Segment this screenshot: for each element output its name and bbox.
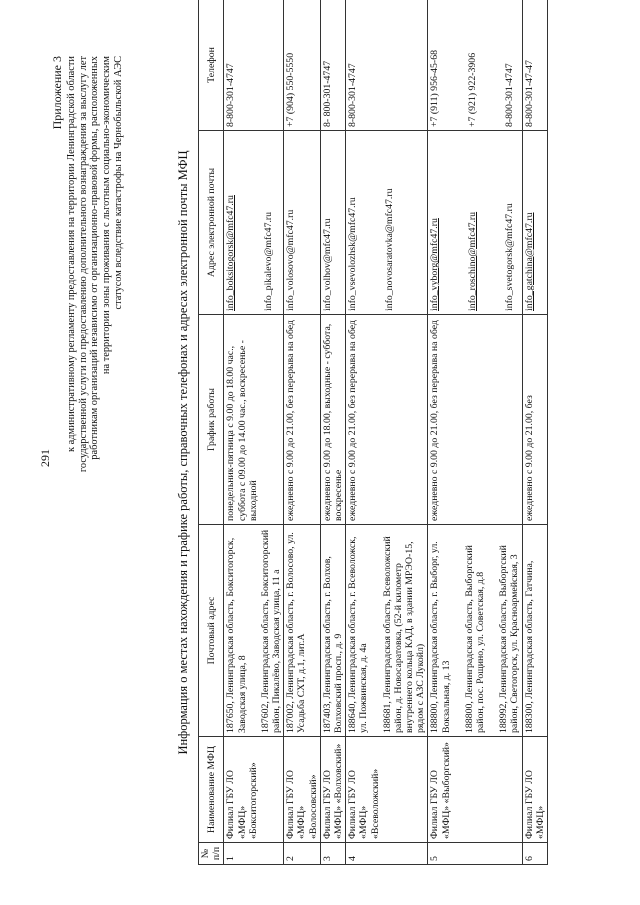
address-line: 188640, Ленинградская область, г. Всеволожск, ул. Пожвинская, д. 4а <box>347 536 370 733</box>
cell-phone: 8-800-301-4747 <box>224 0 284 131</box>
email-link[interactable]: info_volosovo@mfc47.ru <box>285 209 297 311</box>
cell-email <box>346 131 428 315</box>
cell-address <box>346 525 428 737</box>
email-link[interactable]: info_pikalevo@mfc47.ru <box>262 211 274 311</box>
email-link[interactable]: info_vyborg@mfc47.ru <box>429 218 441 311</box>
cell-num: 4 <box>346 843 428 865</box>
table-row <box>284 0 321 865</box>
cell-name: Филиал ГБУ ЛО «МФЦ» «Бокситогорский» <box>224 737 284 843</box>
cell-num: 5 <box>428 843 522 865</box>
mfc-table <box>198 0 548 865</box>
cell-num: 6 <box>522 843 547 865</box>
cell-phone: 8- 800-301-4747 <box>320 0 345 131</box>
cell-name: Филиал ГБУ ЛО «МФЦ» «Всеволожский» <box>346 737 428 843</box>
phone-line: 8-800-301-4747 <box>503 63 515 127</box>
address-line: 188800, Ленинградская область, г. Выборг, ул. Вокзальная, д. 13 <box>429 541 452 733</box>
cell-email <box>522 131 547 315</box>
cell-address: 187403, Ленинградская область, г. Волхов, Волховский просп., д. 9 <box>320 525 345 737</box>
address-line: 187602, Ленинградская область, Бокситогорский район, Пикалёво, Заводская улица, 11 а <box>259 529 283 733</box>
header-phone: Телефон <box>199 0 224 131</box>
header-email: Адрес электронной почты <box>199 131 224 315</box>
cell-phone <box>428 0 522 131</box>
email-link[interactable]: info_boksitogorsk@mfc47.ru <box>225 195 237 311</box>
cell-schedule: ежедневно с 9.00 до 21.00, без перерыва на обед <box>346 315 428 525</box>
appendix-caption <box>52 56 125 656</box>
appendix-line: к административному регламенту предоставления на территории Ленинградской области <box>65 56 77 452</box>
cell-phone: 8-800-301-47-47 <box>522 0 547 131</box>
cell-email <box>224 131 284 315</box>
cell-name: Филиал ГБУ ЛО «МФЦ» <box>522 737 547 843</box>
cell-name: Филиал ГБУ ЛО «МФЦ» «Волховский» <box>320 737 345 843</box>
table-row <box>320 0 345 865</box>
cell-schedule: ежедневно с 9.00 до 21.00, без <box>522 315 547 525</box>
cell-address <box>224 525 284 737</box>
header-name: Наименование МФЦ <box>199 737 224 843</box>
header-schedule: График работы <box>199 315 224 525</box>
header-address: Почтовый адрес <box>199 525 224 737</box>
email-link[interactable]: info_roschino@mfc47.ru <box>466 211 478 311</box>
cell-email <box>428 131 522 315</box>
cell-num: 2 <box>284 843 321 865</box>
address-line: 187650, Ленинградская область, Бокситогорск, Заводская улица, 8 <box>225 537 248 733</box>
cell-email <box>284 131 321 315</box>
table-row <box>346 0 428 865</box>
cell-schedule: понедельник-пятница с 9.00 до 18.00 час., суббота с 09.00 до 14.00 час., воскресенье - выходной <box>224 315 284 525</box>
email-link[interactable]: info_volhov@mfc47.ru <box>321 218 333 311</box>
appendix-title: Приложение 3 <box>50 56 64 130</box>
cell-schedule: ежедневно с 9.00 до 21.00, без перерыва на обед <box>428 315 522 525</box>
appendix-line: государственной услуги по предоставлению дополнительного вознаграждения за выслугу лет <box>77 56 89 473</box>
header-num: № п/п <box>199 843 224 865</box>
address-line: 188992, Ленинградская область, Выборгский район, Светогорск, ул. Красноармейская, 3 <box>498 545 521 733</box>
email-link[interactable]: info_gatchina@mfc47.ru <box>523 212 535 311</box>
phone-line: +7 (921) 922-3906 <box>466 52 478 127</box>
appendix-line: работникам организаций независимо от организационно-правовой формы, расположенных <box>89 56 101 460</box>
table-row <box>428 0 522 865</box>
page-number: 291 <box>38 449 52 467</box>
email-link[interactable]: info_novosaratovka@mfc47.ru <box>384 188 396 311</box>
table-row <box>224 0 284 865</box>
table-row <box>522 0 547 865</box>
email-link[interactable]: info_svetogorsk@mfc47.ru <box>503 203 515 311</box>
cell-num: 1 <box>224 843 284 865</box>
phone-line: +7 (911) 956-45-68 <box>429 50 441 127</box>
cell-address <box>428 525 522 737</box>
cell-schedule: ежедневно с 9.00 до 21.00, без перерыва на обед <box>284 315 321 525</box>
cell-phone: 8-800-301-4747 <box>346 0 428 131</box>
cell-num: 3 <box>320 843 345 865</box>
address-line: 188681, Ленинградская область, Всеволожский район, д. Новосаратовка, (52-й километр внутреннего кольца КАД, в здании МРЭО-15, рядом с АЗС Лукойл) <box>381 536 427 733</box>
cell-phone: +7 (904) 550-5550 <box>284 0 321 131</box>
appendix-line: статусом вследствие катастрофы на Чернобыльской АЭС <box>112 56 124 310</box>
table-header-row <box>199 0 224 865</box>
address-line: 188800, Ленинградская область, Выборгский район, пос. Рощино, ул. Советская, д.8 <box>463 545 487 733</box>
cell-email <box>320 131 345 315</box>
email-link[interactable]: info_vsevolozhsk@mfc47.ru <box>347 197 359 311</box>
appendix-line: на территории зоны проживания с льготным социально-экономическим <box>101 56 113 375</box>
cell-address: 187002, Ленинградская область, г. Волосово, ул. Усадьба СХТ, д.1, лит.А <box>284 525 321 737</box>
cell-name: Филиал ГБУ ЛО «МФЦ» «Волосовский» <box>284 737 321 843</box>
cell-schedule: ежедневно с 9.00 до 18.00, выходные - суббота, воскресенье <box>320 315 345 525</box>
cell-name: Филиал ГБУ ЛО «МФЦ» «Выборгский» <box>428 737 522 843</box>
cell-address: 188300, Ленинградская область, Гатчина, <box>522 525 547 737</box>
table-heading: Информация о местах нахождения и графике работы, справочных телефонах и адресах электронной почты МФЦ <box>176 150 190 755</box>
